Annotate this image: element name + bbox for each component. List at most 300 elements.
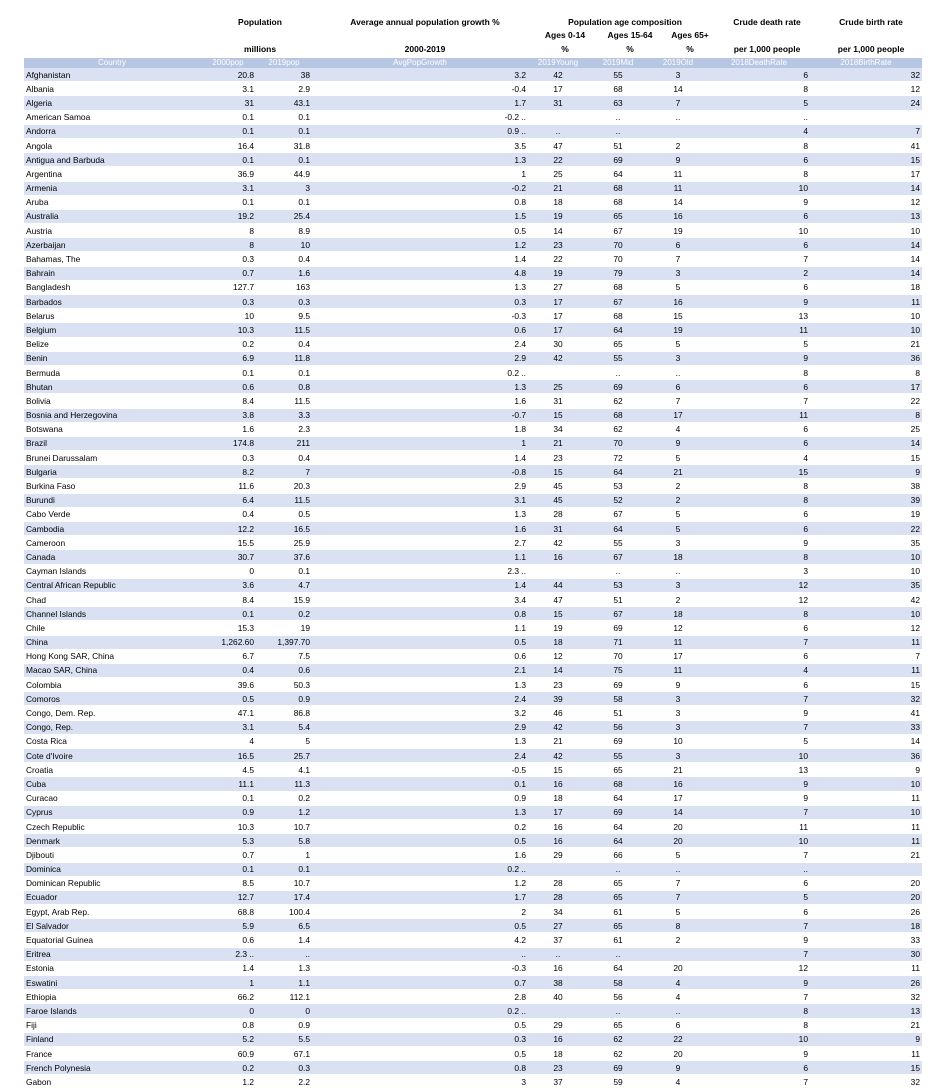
cell-2019pop: 17.4 [256,890,312,904]
cell-2019old: 7 [648,890,708,904]
cell-2019pop: 0.1 [256,124,312,138]
table-row [24,252,922,266]
cell-country: Aruba [24,195,200,209]
cell-avgpopgrowth: 1.2 [312,238,528,252]
cell-2000pop: 1.4 [200,961,256,975]
cell-2019young: 18 [528,1046,588,1060]
cell-2018deathrate: 6 [708,507,810,521]
cell-2019old: 11 [648,663,708,677]
cell-country: Channel Islands [24,607,200,621]
cell-2018deathrate: 8 [708,1004,810,1018]
cell-2019young: 22 [528,252,588,266]
cell-2018deathrate: 11 [708,408,810,422]
cell-2019old: 7 [648,252,708,266]
cell-2018deathrate: 6 [708,422,810,436]
header-population-unit: millions [243,44,277,54]
cell-avgpopgrowth: 4.8 [312,266,528,280]
cell-2018deathrate: 10 [708,749,810,763]
table-row [24,663,922,677]
cell-2019mid: 58 [588,976,648,990]
cell-2019young: 17 [528,309,588,323]
cell-2018deathrate: 9 [708,706,810,720]
cell-country: Croatia [24,763,200,777]
cell-2018birthrate: 10 [810,564,922,578]
table-row [24,1075,922,1089]
table-row [24,195,922,209]
cell-avgpopgrowth: 0.6 [312,323,528,337]
cell-2018birthrate: 26 [810,976,922,990]
cell-2019pop: 11.3 [256,777,312,791]
table-row [24,678,922,692]
table-row [24,578,922,592]
cell-2018birthrate: 10 [810,805,922,819]
cell-2019young: 17 [528,323,588,337]
cell-2019young: 27 [528,280,588,294]
cell-2000pop: 47.1 [200,706,256,720]
cell-2019mid: 79 [588,266,648,280]
cell-2019young: 47 [528,592,588,606]
cell-2019mid: 55 [588,351,648,365]
cell-2019young: 40 [528,990,588,1004]
cell-2019old: 20 [648,819,708,833]
cell-2000pop: 8 [200,224,256,238]
cell-2019pop: 15.9 [256,592,312,606]
cell-2019old: 14 [648,805,708,819]
cell-2019mid: .. [588,564,648,578]
table-row [24,862,922,876]
table-row [24,124,922,138]
cell-2018birthrate [810,862,922,876]
table-row [24,209,922,223]
cell-avgpopgrowth: 3.1 [312,493,528,507]
cell-2019pop: 44.9 [256,167,312,181]
cell-2019pop: 0.9 [256,1018,312,1032]
cell-2019old: 2 [648,933,708,947]
cell-2019mid: .. [588,1004,648,1018]
cell-2019pop: 1,397.70 [256,635,312,649]
cell-2018birthrate: 17 [810,380,922,394]
cell-2019pop: 0.1 [256,564,312,578]
cell-2019young: 15 [528,763,588,777]
cell-2019old: 5 [648,848,708,862]
cell-2019young: 34 [528,422,588,436]
cell-country: Angola [24,138,200,152]
cell-2019young: 15 [528,408,588,422]
cell-avgpopgrowth: 1.5 [312,209,528,223]
cell-2019young: 45 [528,479,588,493]
cell-2019old: 6 [648,380,708,394]
cell-2019young: 45 [528,493,588,507]
cell-2018birthrate: 9 [810,763,922,777]
cell-2000pop: 0.1 [200,862,256,876]
cell-2018deathrate: 6 [708,678,810,692]
cell-2019young: 28 [528,876,588,890]
cell-2000pop: 0.1 [200,110,256,124]
cell-2018birthrate: 39 [810,493,922,507]
table-row [24,905,922,919]
cell-avgpopgrowth: 2.1 [312,663,528,677]
cell-2019young: 27 [528,919,588,933]
header-death-rate: Crude death rate [733,17,801,27]
cell-country: Albania [24,82,200,96]
cell-2019pop: 11.8 [256,351,312,365]
cell-2019pop: 20.3 [256,479,312,493]
cell-2019young: 18 [528,635,588,649]
cell-avgpopgrowth: -0.7 [312,408,528,422]
cell-2019mid: 69 [588,734,648,748]
cell-2019young: 12 [528,649,588,663]
cell-2018birthrate: 11 [810,295,922,309]
cell-2019young: 15 [528,607,588,621]
cell-2019young: 29 [528,1018,588,1032]
cell-avgpopgrowth: 0.1 [312,777,528,791]
table-row [24,876,922,890]
cell-2019old: 11 [648,635,708,649]
cell-2018deathrate: 10 [708,181,810,195]
cell-country: Cambodia [24,522,200,536]
cell-2018deathrate: 7 [708,720,810,734]
cell-2018birthrate: 35 [810,578,922,592]
cell-2019mid: .. [588,110,648,124]
cell-avgpopgrowth: 1.1 [312,621,528,635]
cell-2019mid: 61 [588,905,648,919]
cell-2000pop: 5.3 [200,834,256,848]
cell-2019young: 21 [528,436,588,450]
cell-2019pop: 0.2 [256,791,312,805]
cell-2018deathrate: 12 [708,578,810,592]
cell-2019mid: 67 [588,550,648,564]
cell-2019mid: 64 [588,522,648,536]
cell-2019old: 16 [648,209,708,223]
cell-2000pop: 60.9 [200,1046,256,1060]
cell-2018deathrate: 5 [708,96,810,110]
cell-avgpopgrowth: 2.3 .. [312,564,528,578]
cell-2019old: 7 [648,876,708,890]
cell-country: Cote d'Ivoire [24,749,200,763]
header-ages-old: Ages 65+ [671,30,709,40]
cell-country: Bahamas, The [24,252,200,266]
cell-avgpopgrowth: 0.2 [312,819,528,833]
cell-2018deathrate: 9 [708,536,810,550]
cell-2000pop: 0.6 [200,380,256,394]
cell-2019young: 15 [528,465,588,479]
cell-2019old: 4 [648,976,708,990]
table-row [24,96,922,110]
cell-2019young: 23 [528,1061,588,1075]
cell-2018deathrate: 6 [708,522,810,536]
cell-2019old: 7 [648,96,708,110]
cell-2019old: 3 [648,720,708,734]
cell-2019pop: 0.9 [256,692,312,706]
header-ages-young: Ages 0-14 [544,30,586,40]
table-row [24,1018,922,1032]
cell-country: French Polynesia [24,1061,200,1075]
cell-avgpopgrowth: 3 [312,1075,528,1089]
cell-2000pop: 6.9 [200,351,256,365]
cell-avgpopgrowth: -0.5 [312,763,528,777]
cell-2019mid: 65 [588,763,648,777]
cell-2019old: 18 [648,550,708,564]
cell-2018birthrate: 11 [810,834,922,848]
table-row [24,819,922,833]
cell-2019old: 5 [648,451,708,465]
cell-2018birthrate: 10 [810,550,922,564]
cell-2019pop: 0.8 [256,380,312,394]
cell-2019young: 28 [528,507,588,521]
cell-2019old: 4 [648,990,708,1004]
table-row [24,394,922,408]
cell-avgpopgrowth: 1 [312,167,528,181]
table-row [24,848,922,862]
cell-2019mid: 59 [588,1075,648,1089]
header-pct-young: % [561,44,569,54]
cell-2019pop: 0.6 [256,663,312,677]
cell-2019pop: 10.7 [256,819,312,833]
cell-country: Cameroon [24,536,200,550]
cell-2019pop: 1.6 [256,266,312,280]
cell-2019mid: 62 [588,394,648,408]
cell-avgpopgrowth: 0.8 [312,607,528,621]
cell-2019old: 6 [648,238,708,252]
cell-avgpopgrowth: 0.7 [312,976,528,990]
cell-2000pop: 0.7 [200,266,256,280]
cell-2000pop: 66.2 [200,990,256,1004]
cell-2019young: 31 [528,394,588,408]
cell-2019old: 8 [648,919,708,933]
table-row [24,167,922,181]
cell-country: Chad [24,592,200,606]
cell-2018deathrate: 7 [708,635,810,649]
cell-2019pop: 11.5 [256,323,312,337]
cell-2018deathrate: 7 [708,692,810,706]
cell-2019pop: 5.8 [256,834,312,848]
cell-2018birthrate: 10 [810,777,922,791]
cell-2019mid: 65 [588,876,648,890]
cell-2000pop: 0.8 [200,1018,256,1032]
cell-2019mid: 64 [588,167,648,181]
cell-2019old [648,947,708,961]
cell-2018deathrate: 6 [708,68,810,82]
cell-2019old: 9 [648,153,708,167]
cell-2019old: 2 [648,138,708,152]
header-pct-old: % [686,44,694,54]
cell-2018deathrate: 7 [708,805,810,819]
cell-2019old: 5 [648,337,708,351]
cell-country: Barbados [24,295,200,309]
cell-country: Czech Republic [24,819,200,833]
cell-2019young: 38 [528,976,588,990]
cell-2000pop: 4 [200,734,256,748]
cell-2018birthrate: 8 [810,365,922,379]
cell-2019old: .. [648,862,708,876]
cell-2019old: 9 [648,678,708,692]
cell-country: Eritrea [24,947,200,961]
cell-2019mid: .. [588,862,648,876]
cell-2018deathrate: 9 [708,791,810,805]
cell-2019young: 46 [528,706,588,720]
cell-2019young: 42 [528,68,588,82]
cell-country: China [24,635,200,649]
cell-2000pop: 1 [200,976,256,990]
cell-2019pop: 2.2 [256,1075,312,1089]
cell-2019old: 2 [648,592,708,606]
cell-2019mid: 70 [588,238,648,252]
cell-2019pop: 67.1 [256,1046,312,1060]
cell-2019mid: .. [588,947,648,961]
cell-2018deathrate: 15 [708,465,810,479]
cell-2018deathrate: 6 [708,209,810,223]
cell-2018deathrate: 13 [708,309,810,323]
cell-2018deathrate: 5 [708,337,810,351]
cell-2018deathrate: 6 [708,153,810,167]
cell-country: Andorra [24,124,200,138]
cell-2000pop: 2.3 .. [200,947,256,961]
table-row [24,68,922,82]
cell-2000pop: 10.3 [200,323,256,337]
cell-2018birthrate: 17 [810,167,922,181]
cell-2018birthrate: 24 [810,96,922,110]
cell-2019pop: 0.1 [256,365,312,379]
cell-2019young: 25 [528,167,588,181]
cell-2000pop: 0.4 [200,507,256,521]
cell-2000pop: 0.1 [200,195,256,209]
cell-2019old: 14 [648,195,708,209]
cell-country: Cayman Islands [24,564,200,578]
cell-2018birthrate: 13 [810,209,922,223]
cell-2019young: 42 [528,351,588,365]
cell-2000pop: 10.3 [200,819,256,833]
cell-2018deathrate: 8 [708,1018,810,1032]
cell-2000pop: 0.6 [200,933,256,947]
table-row [24,1032,922,1046]
cell-2000pop: 16.5 [200,749,256,763]
cell-2019young: 16 [528,834,588,848]
cell-2019mid: 68 [588,309,648,323]
cell-country: Eswatini [24,976,200,990]
cell-2018birthrate: 22 [810,394,922,408]
cell-2018birthrate: 11 [810,663,922,677]
cell-2019pop: 1.4 [256,933,312,947]
cell-country: Brunei Darussalam [24,451,200,465]
cell-2019mid: 56 [588,990,648,1004]
cell-2019old: 9 [648,1061,708,1075]
cell-country: Belize [24,337,200,351]
cell-2019young: 42 [528,536,588,550]
cell-2018birthrate: 32 [810,68,922,82]
cell-2000pop: 6.4 [200,493,256,507]
cell-2000pop: 0.3 [200,295,256,309]
table-body [24,68,922,1089]
table-row [24,181,922,195]
cell-2019young: 16 [528,777,588,791]
table-row [24,408,922,422]
col-2019mid: 2019Mid [588,58,648,68]
cell-avgpopgrowth: 1.3 [312,805,528,819]
cell-2018deathrate: 10 [708,224,810,238]
cell-avgpopgrowth: 0.5 [312,919,528,933]
cell-2000pop: 11.6 [200,479,256,493]
cell-2019mid: 67 [588,607,648,621]
cell-2019old: .. [648,365,708,379]
cell-2018deathrate: 9 [708,1046,810,1060]
cell-2019mid: 61 [588,933,648,947]
cell-country: Faroe Islands [24,1004,200,1018]
table-row [24,777,922,791]
cell-2018birthrate: 42 [810,592,922,606]
cell-2019old: 19 [648,224,708,238]
cell-2019pop: 0.4 [256,337,312,351]
table-row [24,550,922,564]
cell-2019young: 22 [528,153,588,167]
cell-2018birthrate: 7 [810,124,922,138]
cell-2019young: 37 [528,1075,588,1089]
cell-2019young: 16 [528,961,588,975]
cell-2019mid: 56 [588,720,648,734]
cell-2018deathrate: 8 [708,493,810,507]
table-row [24,422,922,436]
cell-2019old: 5 [648,280,708,294]
cell-avgpopgrowth: .. [312,947,528,961]
cell-2000pop: 8.4 [200,394,256,408]
cell-2018birthrate: 12 [810,82,922,96]
cell-country: Ethiopia [24,990,200,1004]
cell-2019young: 39 [528,692,588,706]
cell-2019old: 20 [648,834,708,848]
cell-2019mid: 51 [588,706,648,720]
cell-2019pop: 1 [256,848,312,862]
cell-2019old: 7 [648,394,708,408]
cell-2019old: 9 [648,436,708,450]
cell-2018birthrate: 15 [810,1061,922,1075]
cell-country: Bosnia and Herzegovina [24,408,200,422]
cell-2019young: 16 [528,819,588,833]
cell-avgpopgrowth: 2 [312,905,528,919]
table-row [24,1061,922,1075]
cell-2018birthrate: 33 [810,720,922,734]
cell-2019young: 19 [528,266,588,280]
cell-2019young: 30 [528,337,588,351]
cell-2000pop: 0.1 [200,607,256,621]
cell-2000pop: 1,262.60 [200,635,256,649]
cell-2019young: 19 [528,621,588,635]
cell-avgpopgrowth: 3.4 [312,592,528,606]
cell-2018deathrate: 6 [708,380,810,394]
cell-2000pop: 0.2 [200,1061,256,1075]
cell-2018birthrate: 25 [810,422,922,436]
cell-2019old: 3 [648,749,708,763]
cell-2018birthrate: 32 [810,1075,922,1089]
cell-2000pop: 1.6 [200,422,256,436]
cell-2019old: 16 [648,777,708,791]
cell-country: Central African Republic [24,578,200,592]
cell-2019old: 17 [648,649,708,663]
table-row [24,734,922,748]
cell-country: Hong Kong SAR, China [24,649,200,663]
table-row [24,522,922,536]
cell-country: Burundi [24,493,200,507]
cell-2018deathrate: 10 [708,1032,810,1046]
cell-country: Equatorial Guinea [24,933,200,947]
cell-2018deathrate: 4 [708,663,810,677]
cell-2019old: 6 [648,1018,708,1032]
cell-2000pop: 174.8 [200,436,256,450]
cell-2018deathrate: 8 [708,82,810,96]
cell-2018birthrate: 9 [810,1032,922,1046]
cell-country: Austria [24,224,200,238]
cell-2019old: 22 [648,1032,708,1046]
table-row [24,82,922,96]
cell-2019old: 2 [648,479,708,493]
